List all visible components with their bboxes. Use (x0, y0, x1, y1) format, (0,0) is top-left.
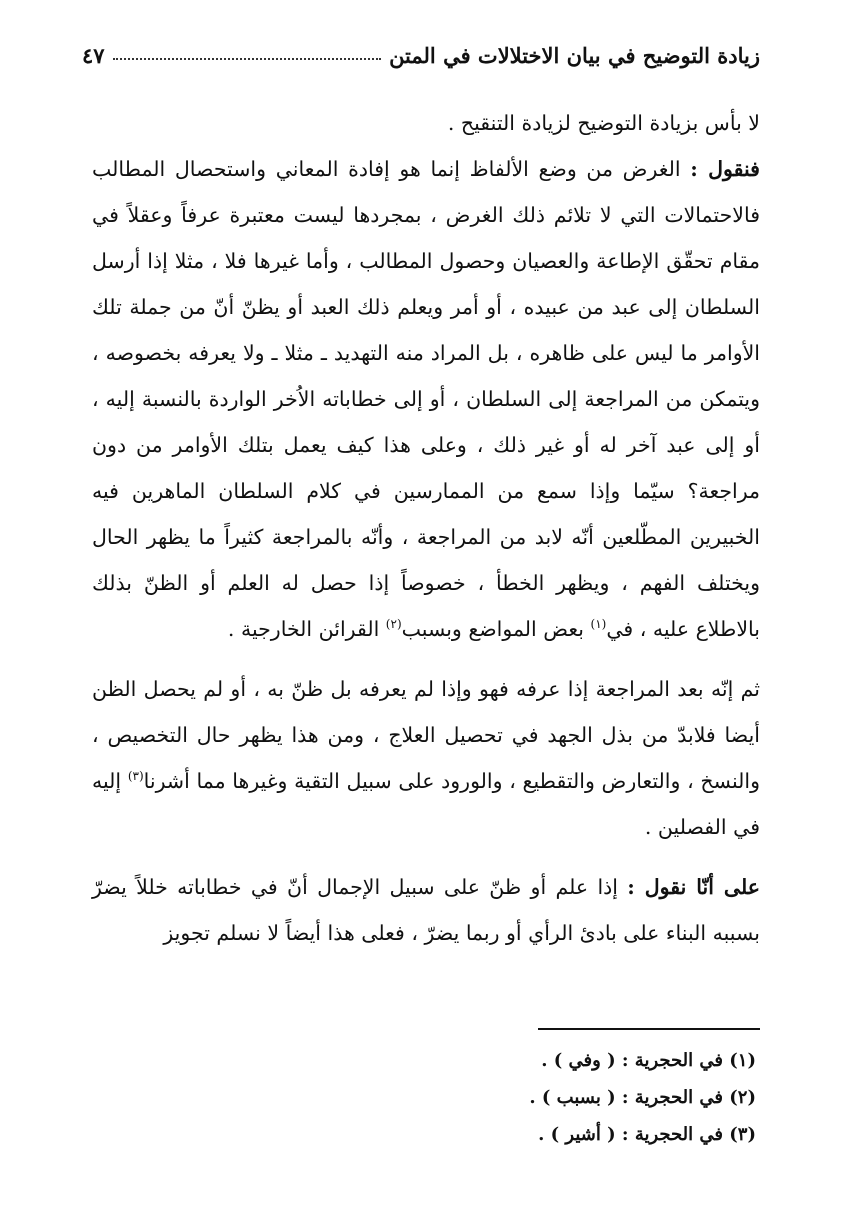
paragraph-text: إليه في الفصلين . (92, 769, 760, 839)
paragraph-lead: على أنّا نقول : (627, 875, 760, 899)
paragraph (92, 146, 760, 652)
paragraph-text: إذا علم أو ظنّ على سبيل الإجمال أنّ في خطاباته خللاً يضرّ بسببه البناء على بادئ الرأي أو ربما يضرّ ، فعلى هذا أيضاً لا نسلم تجويز (92, 875, 760, 945)
paragraph-text: لا بأس بزيادة التوضيح لزيادة التنقيح . (447, 111, 760, 135)
footnote-1: (١) في الحجرية : ( وفي ) . (541, 1050, 756, 1071)
paragraph-text: ثم إنّه بعد المراجعة إذا عرفه فهو وإذا لم يعرفه بل ظنّ به ، أو لم يحصل الظن أيضا فلابدّ من بذل الجهد في تحصيل العلاج ، ومن هذا يظهر حال التخصيص ، والنسخ ، والتعارض والتقطيع ، والورود على سبيل التقية وغيرها مما أشرنا (92, 677, 760, 793)
page-number: ٤٧ (82, 43, 105, 68)
footnote-ref-2: (٢) (385, 617, 402, 632)
header-dot-leader (113, 57, 382, 60)
running-title: زيادة التوضيح في بيان الاختلالات في المتن (389, 43, 760, 68)
footnotes (300, 1042, 756, 1153)
page-header (82, 28, 760, 68)
paragraph (92, 100, 760, 146)
paragraph (92, 666, 760, 850)
paragraph (92, 864, 760, 956)
footnote-separator (538, 1028, 760, 1030)
paragraph-text: القرائن الخارجية . (227, 617, 386, 641)
paragraph-text: الغرض من وضع الألفاظ إنما هو إفادة المعاني واستحصال المطالب فالاحتمالات التي لا تلائم ذلك الغرض ، بمجردها ليست معتبرة عرفاً وعقلاً في مقام تحقّق الإطاعة والعصيان وحصول المطالب ، وأما غيرها فلا ، مثلا إذا أرسل السلطان إلى عبد من عبيده ، أو أمر ويعلم ذلك العبد أو يظنّ أنّ من جملة تلك الأوامر ما ليس على ظاهره ، بل المراد منه التهديد ـ مثلا ـ ولا يعرفه بخصوصه ، ويتمكن من المراجعة إلى السلطان ، أو إلى خطاباته الاُخر الواردة بالنسبة إليه ، أو إلى عبد آخر له أو غير ذلك ، وعلى هذا كيف يعمل بتلك الأوامر من دون مراجعة؟ سيّما وإذا سمع من الممارسين في كلام السلطان الماهرين فيه الخبيرين المطّلعين أنّه لابد من المراجعة ، وأنّه بالمراجعة كثيراً ما يظهر الحال ويختلف الفهم ، ويظهر الخطأ ، خصوصاً إذا حصل له العلم أو الظنّ بذلك بالاطلاع عليه ، في (92, 157, 760, 641)
main-text (92, 100, 760, 970)
paragraph-lead: فنقول : (690, 157, 760, 181)
footnote-3: (٣) في الحجرية : ( أشير ) . (538, 1124, 756, 1145)
footnote-ref-1: (١) (590, 617, 607, 632)
footnote-ref-3: (٣) (127, 769, 144, 784)
paragraph-text: بعض المواضع وبسبب (401, 617, 591, 641)
footnote-2: (٢) في الحجرية : ( بسبب ) . (529, 1087, 756, 1108)
